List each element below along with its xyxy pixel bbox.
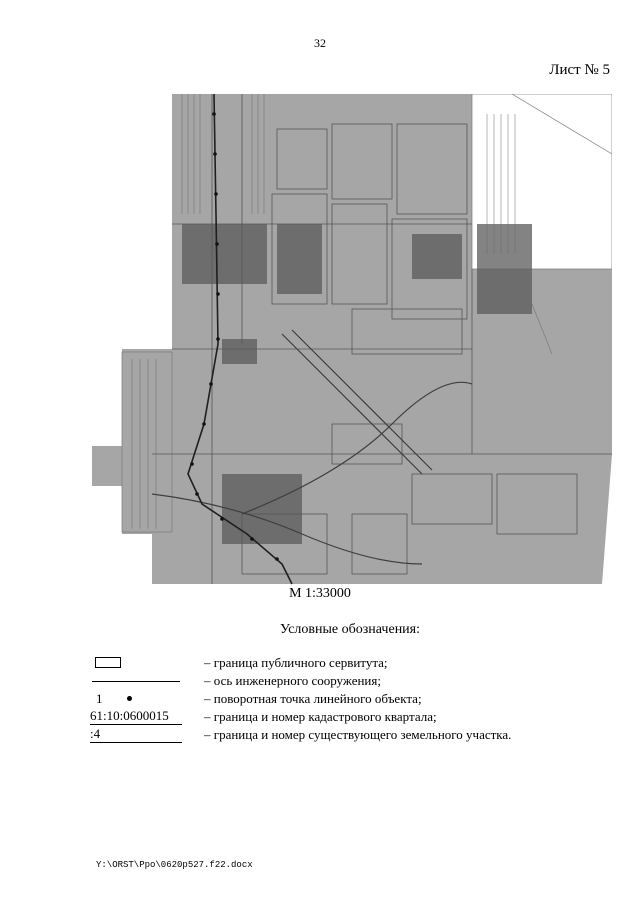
legend	[90, 654, 610, 744]
legend-symbol-underlined-text	[90, 708, 182, 726]
cadastral-map	[92, 94, 612, 586]
legend-symbol-line	[90, 672, 182, 690]
map-scale: М 1:33000	[289, 586, 351, 601]
legend-text: – граница и номер кадастрового квартала;	[204, 709, 437, 724]
legend-symbol-underlined-text	[90, 726, 182, 744]
legend-item-cadastral-quarter	[90, 708, 610, 726]
legend-symbol-label: 1	[96, 691, 103, 706]
point-icon	[127, 696, 132, 701]
legend-item-land-plot	[90, 726, 610, 744]
footer-file-path: Y:\ORST\Ppo\0620p527.f22.docx	[96, 860, 253, 870]
legend-item-turning-point	[90, 690, 610, 708]
legend-text: – граница и номер существующего земельного участка.	[204, 727, 512, 742]
legend-symbol-label: 61:10:0600015	[90, 709, 182, 725]
legend-text: – ось инженерного сооружения;	[204, 673, 381, 688]
legend-title: Условные обозначения:	[279, 622, 421, 637]
legend-text: – поворотная точка линейного объекта;	[204, 691, 422, 706]
legend-text: – граница публичного сервитута;	[204, 655, 388, 670]
legend-symbol-label: :4	[90, 727, 182, 743]
legend-symbol-rectangle	[90, 654, 182, 672]
page-number: 32	[314, 36, 326, 50]
legend-symbol-point	[90, 690, 182, 708]
sheet-label: Лист № 5	[549, 62, 610, 78]
legend-item-structure-axis	[90, 672, 610, 690]
legend-item-servitude-boundary	[90, 654, 610, 672]
